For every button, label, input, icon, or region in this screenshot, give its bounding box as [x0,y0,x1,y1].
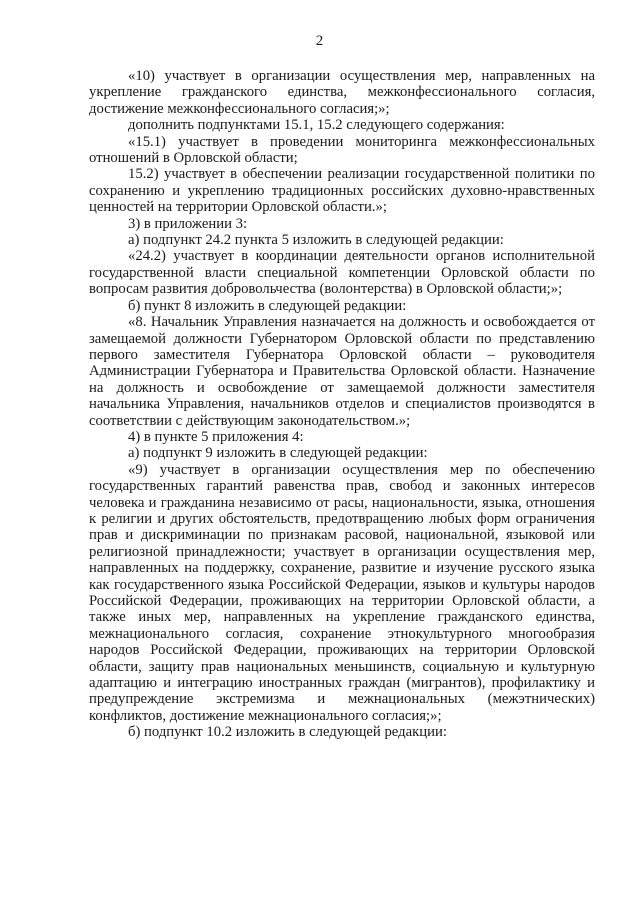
document-body [89,68,595,741]
paragraph: «15.1) участвует в проведении мониторинга межконфессиональных отношений в Орловской области; [89,133,595,167]
paragraph: 15.2) участвует в обеспечении реализации государственной политики по сохранению и укреплению традиционных российских духовно-нравственных ценностей на территории Орловской области.»; [89,166,595,216]
paragraph: 4) в пункте 5 приложения 4: [128,428,304,445]
paragraph: «9) участвует в организации осуществления мер по обеспечению государственных гарантий равенства прав, свобод и законных интересов человека и гражданина независимо от расы, национальности, языка, отношения к религии и других обстоятельств, предотвращению любых форм ограничения прав и дискриминации по признакам расовой, национальной, языковой или религиозной принадлежности; участвует в организации осуществления мер, направленных на поддержку, сохранение, развитие и изучение русского языка как государственного языка Российской Федерации, языков и культуры народов Российской Федерации, проживающих на территории Орловской области, а также иных мер, направленных на укрепление гражданского единства, межнационального согласия, сохранение этнокультурного многообразия народов Российской Федерации, проживающих на территории Орловской области, защиту прав национальных меньшинств, социальную и культурную адаптацию и интеграцию иностранных граждан (мигрантов), профилактику и предупреждение экстремизма и межнациональных (межэтнических) конфликтов, достижение межнационального согласия;»; [89,461,595,724]
paragraph: б) пункт 8 изложить в следующей редакции: [128,297,407,314]
paragraph: «8. Начальник Управления назначается на должность и освобождается от замещаемой должности Губернатором Орловской области по представлению первого заместителя Губернатора Орловской области – руководителя Администрации Губернатора и Правительства Орловской области. Назначение на должность и освобождение от замещаемой должности заместителя начальника Управления, начальников отделов и специалистов производятся в соответствии с действующим законодательством.»; [89,314,595,429]
paragraph: 3) в приложении 3: [128,215,248,232]
paragraph: а) подпункт 24.2 пункта 5 изложить в следующей редакции: [128,232,504,249]
paragraph: а) подпункт 9 изложить в следующей редакции: [128,445,428,462]
paragraph: «24.2) участвует в координации деятельности органов исполнительной государственной власти специальной компетенции Орловской области по вопросам развития добровольчества (волонтерства) в Орловской области;»; [89,248,595,298]
page-number: 2 [315,33,324,49]
paragraph: б) подпункт 10.2 изложить в следующей редакции: [128,724,447,741]
paragraph: дополнить подпунктами 15.1, 15.2 следующего содержания: [128,117,505,134]
paragraph: «10) участвует в организации осуществления мер, направленных на укрепление гражданского единства, межконфессионального согласия, достижение межконфессионального согласия;»; [89,68,595,117]
